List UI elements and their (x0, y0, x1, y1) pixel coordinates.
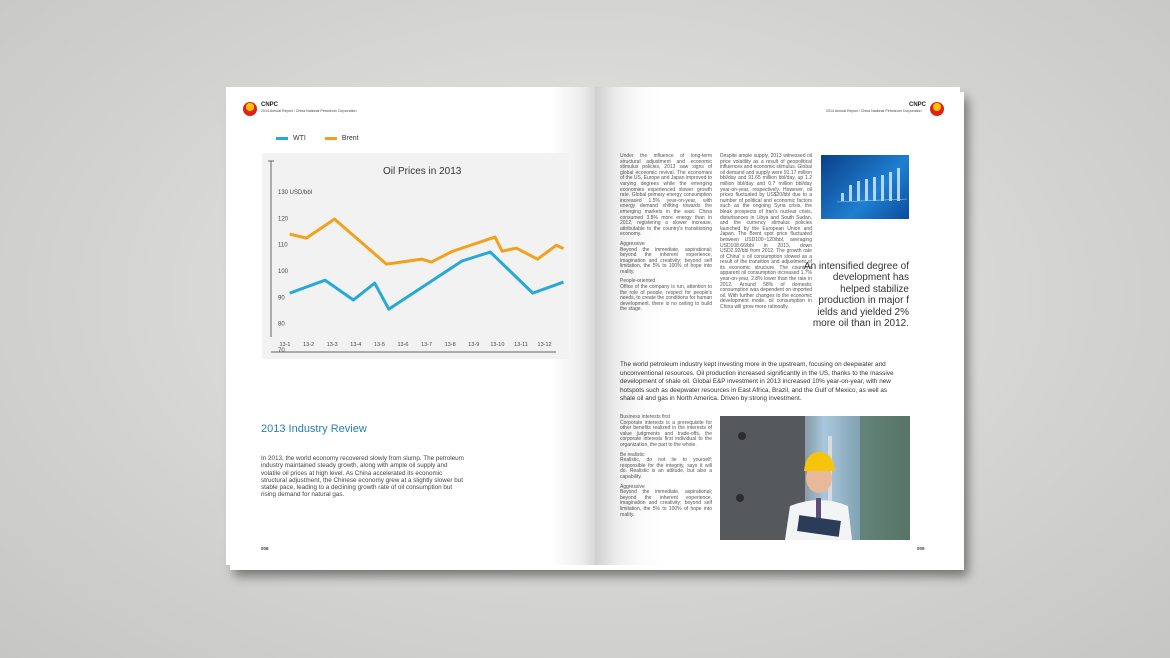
x-tick-label: 13-10 (490, 342, 505, 348)
x-tick-label: 13-5 (373, 342, 385, 348)
y-tick-label: 130 USD/bbl (278, 190, 313, 196)
section-heading: 2013 Industry Review (261, 423, 367, 435)
engineer-photo (720, 416, 910, 540)
legend-swatch-brent (325, 137, 337, 140)
legend-label-wti: WTI (293, 135, 306, 142)
y-tick-label: 100 (278, 269, 289, 275)
chart-legend (276, 135, 359, 142)
x-tick-label: 13-9 (468, 342, 480, 348)
header-subtitle-right: 2014 Annual Report / China National Petroleum Corporation (826, 109, 922, 113)
chart-title: Oil Prices in 2013 (383, 166, 462, 177)
left-page (226, 87, 595, 565)
y-tick-label: 80 (278, 321, 285, 328)
bar-chart-photo (821, 155, 909, 219)
values-column (620, 415, 712, 518)
value-text-realistic: Realistic, do not lie to yourself; responsible for the integrity, says it will do. Realistic is an attitude, but also a capability. (620, 457, 712, 480)
engineer-illustration (720, 416, 910, 540)
x-tick-label: 13-3 (326, 342, 338, 348)
x-tick-label: 13-4 (350, 342, 362, 348)
col1-subheading-aggressive: Aggressive (620, 240, 645, 247)
page-number-left: 008 (261, 546, 269, 551)
legend-swatch-wti (276, 137, 288, 140)
value-heading-business: Business interests first (620, 414, 671, 420)
y-tick-label: 90 (278, 295, 285, 302)
x-tick-label: 13-7 (421, 342, 433, 348)
col1-subheading-people: People-oriented (620, 278, 656, 285)
cnpc-logo-icon (930, 102, 944, 116)
y-tick-label: 70 (278, 348, 285, 354)
x-tick-label: 13-12 (537, 342, 552, 348)
x-tick-label: 13-11 (514, 342, 528, 348)
chart-background (262, 153, 569, 359)
column-1 (620, 154, 712, 313)
brand-name-right: CNPC (909, 102, 927, 108)
value-text-aggressive: Beyond the immediate, aspirational; beyond the inherent experience, imagination and creativity; beyond self limitation, the 5% to 100% of hope into reality. (620, 489, 712, 518)
page-number-right: 009 (917, 546, 925, 551)
y-tick-label: 110 (278, 242, 288, 249)
y-tick-label: 120 (278, 216, 289, 223)
value-text-business: Corporate interests is a prerequisite for other benefits realized in the interests of value judgments and trade-offs, the corporate interests first individual to the organization, the part to the whole. (620, 419, 712, 448)
intro-paragraph: In 2013, the world economy recovered slowly from slump. The petroleum industry maintained steady growth, along with ample oil supply and volatile oil prices at high level. As China accelerated its economic structural adjustment, the Chinese economy grew at a slightly slower but stable pace, leading to a declining growth rate of oil consumption but rising demand for natural gas. (261, 455, 464, 499)
col1-paragraph-2: Beyond the immediate, aspirational; beyond the inherent experience, imagination and creativity; beyond self limitation, the 5% to 100% of hope into reality. (620, 246, 712, 275)
header-subtitle: 2014 Annual Report / China National Petroleum Corporation (261, 109, 357, 113)
oil-price-chart (262, 153, 569, 359)
bar-chart-graphic (821, 155, 909, 219)
legend-label-brent: Brent (341, 135, 359, 142)
col1-paragraph: Under the influence of long-term structural adjustment and economic stimulus policies, 2013 saw signs of global economic revival. The economies of the US, Europe and Japan improved to varying degrees while the emerging economies experienced slower growth rate. Global primary energy consumption increased 1.5% year-on-year, with energy demand shifting towards the emerging markets in the east. China consumed 3.8% more energy than in 2012, registering a slower increase, attributable to the country's transitioning economy. (620, 153, 713, 238)
col1-paragraph-3: Office of the company is run, attention to the role of people, respect for people's needs, to create the conditions for human development, there is no ceiling to build the stage. (620, 284, 713, 313)
brand-name: CNPC (261, 102, 279, 108)
pull-quote: An intensified degree of development has helped stabilize production in major f ields and yielded 2% more oil than in 2012. (803, 261, 909, 330)
x-tick-label: 13-1 (279, 342, 291, 348)
value-heading-aggressive: Aggressive (620, 483, 645, 490)
wide-paragraph: The world petroleum industry kept investing more in the upstream, focusing on deepwater and unconventional resources. Oil production increased significantly in the US, thanks to the massive development of shale oil. Global E&P investment in 2013 increased 10% year-on-year, with new hotspots such as deepwater resources in East Africa, Brazil, and the Gulf of Mexico, as well as shale oil and gas in North America. Driven by strong investment. (620, 361, 894, 403)
right-page (595, 87, 960, 565)
column-2: Despite ample supply, 2013 witnessed oil price volatility as a result of geopolitical influences and economic stimulus. Global oil demand and supply were 91.17 million bbl/day and 91.65 million bbl/day, up 1.2 million bbl/day and 0.7 million bbl/day year-on-year, respectively. However, oil prices fluctuated by US$20/bbl due to a number of political and economic factors such as the ongoing Syria crisis, the bleak prospects of Iran's nuclear crisis, disturbances in Libya and South Sudan, and the currency stimulus policies launched by the European Union and Japan. The Brent spot price fluctuated between USD100~120/bbl, averaging USD108.66/bbl in 2013, down USD2.92/bbl from 2012. The growth rate of China' s oil consumption slowed as a result of the transition and adjustment of its economic structure. The country's apparent oil consumption increased 1.7% year-on-year, 2.8% lower than the rate in 2012. Around 58% of domestic consumption was dependent on imported oil. With further changes to the economic development mode, oil consumption in China will grow more rationally. (720, 153, 812, 311)
cnpc-logo-icon (243, 102, 257, 116)
x-tick-label: 13-2 (303, 342, 315, 348)
x-tick-label: 13-6 (397, 342, 409, 348)
value-heading-realistic: Be realistic (620, 451, 645, 458)
x-tick-label: 13-8 (444, 342, 456, 348)
